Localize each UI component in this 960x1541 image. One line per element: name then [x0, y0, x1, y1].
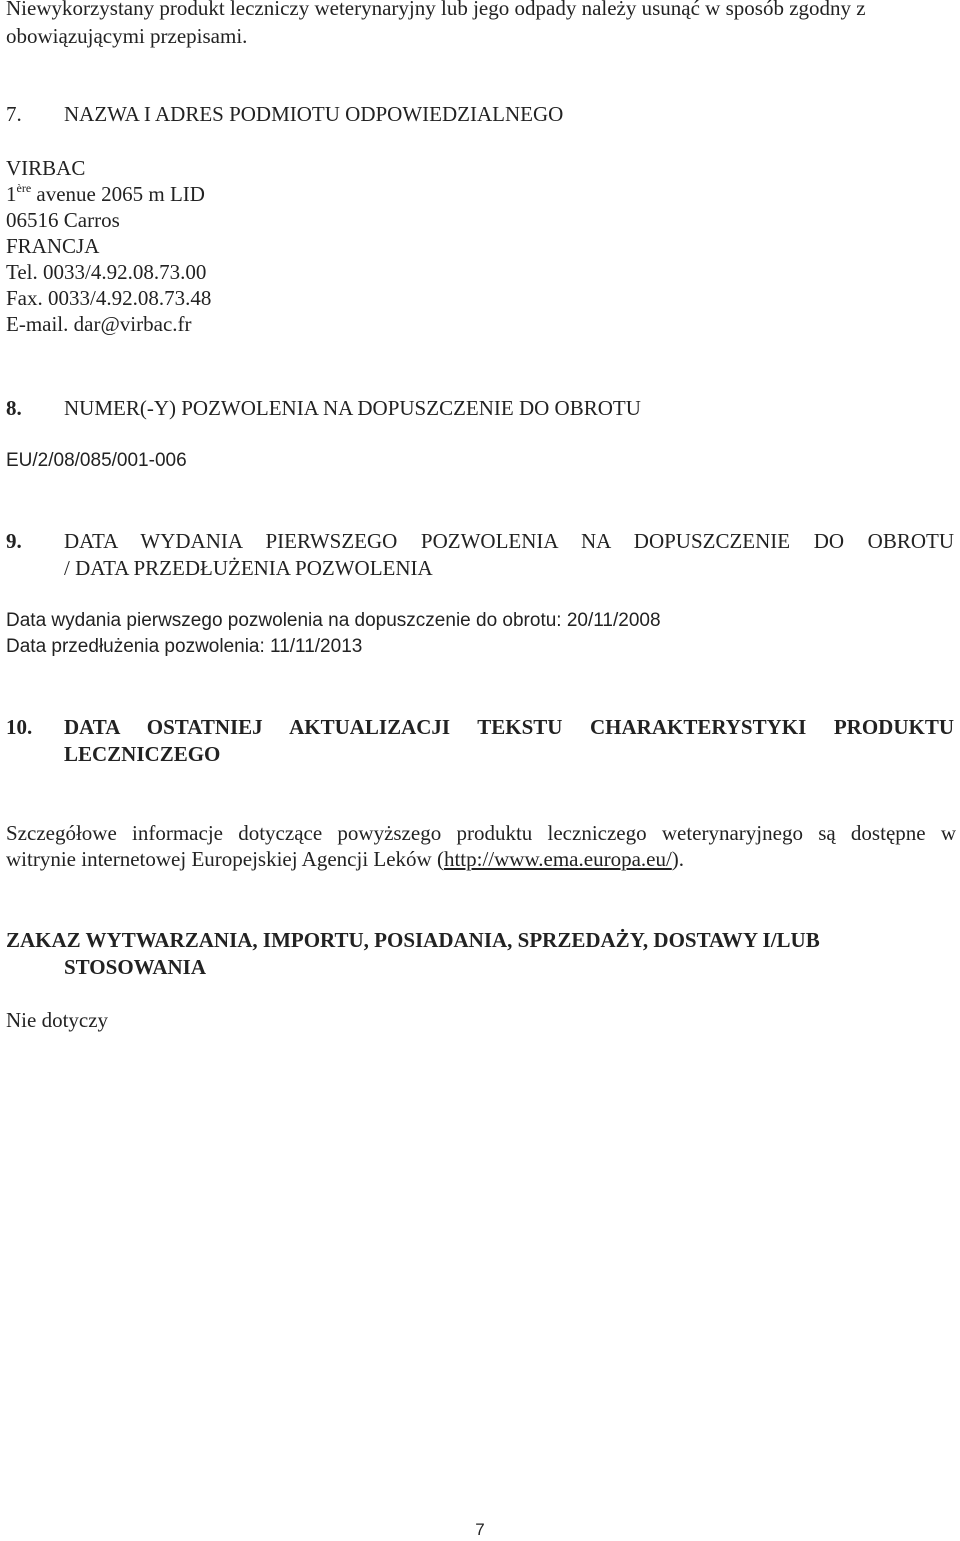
- address-superscript: ère: [16, 181, 32, 195]
- section-10-title-line-2: LECZNICZEGO: [64, 742, 221, 766]
- address-street-rest: avenue 2065 m LID: [31, 182, 205, 206]
- first-authorisation-date: Data wydania pierwszego pozwolenia na dopuszczenie do obrotu: 20/11/2008: [6, 610, 661, 631]
- section-7-title: NAZWA I ADRES PODMIOTU ODPOWIEDZIALNEGO: [64, 102, 564, 126]
- address-street: [6, 181, 205, 207]
- authorisation-number: EU/2/08/085/001-006: [6, 450, 187, 471]
- disposal-text-line-2: obowiązującymi przepisami.: [6, 24, 248, 48]
- renewal-date: Data przedłużenia pozwolenia: 11/11/2013: [6, 636, 363, 657]
- info-text-line-1: Szczegółowe informacje dotyczące powyższego produktu leczniczego weterynaryjnego są dostępne w: [6, 821, 956, 845]
- section-8-title: NUMER(-Y) POZWOLENIA NA DOPUSZCZENIE DO OBROTU: [64, 396, 641, 420]
- contact-email: E-mail. dar@virbac.fr: [6, 312, 192, 336]
- section-10-title-line-1: DATA OSTATNIEJ AKTUALIZACJI TEKSTU CHARAKTERYSTYKI PRODUKTU: [64, 715, 954, 739]
- prohibition-title-line-1: ZAKAZ WYTWARZANIA, IMPORTU, POSIADANIA, SPRZEDAŻY, DOSTAWY I/LUB: [6, 928, 820, 952]
- section-7-number: 7.: [6, 102, 22, 126]
- section-8-number: 8.: [6, 396, 22, 420]
- disposal-text-line-1: Niewykorzystany produkt leczniczy weterynaryjny lub jego odpady należy usunąć w sposób zgodny z: [6, 0, 866, 20]
- address-country: FRANCJA: [6, 234, 100, 258]
- address-postal-city: 06516 Carros: [6, 208, 120, 232]
- contact-tel: Tel. 0033/4.92.08.73.00: [6, 260, 207, 284]
- section-9-title-line-1: DATA WYDANIA PIERWSZEGO POZWOLENIA NA DOPUSZCZENIE DO OBROTU: [64, 529, 954, 553]
- section-9-number: 9.: [6, 529, 22, 553]
- page-number: 7: [475, 1520, 485, 1539]
- ema-website-link[interactable]: http://www.ema.europa.eu/: [443, 847, 672, 871]
- prohibition-heading: [6, 927, 956, 981]
- address-number: 1: [6, 182, 17, 206]
- contact-fax: Fax. 0033/4.92.08.73.48: [6, 286, 212, 310]
- section-9-heading: [6, 528, 956, 582]
- section-9-title-line-2: / DATA PRZEDŁUŻENIA POZWOLENIA: [64, 556, 433, 580]
- company-name: VIRBAC: [6, 156, 86, 180]
- section-10-number: 10.: [6, 715, 33, 739]
- prohibition-value: Nie dotyczy: [6, 1008, 109, 1032]
- info-text-pre: witrynie internetowej Europejskiej Agencji Leków (: [6, 847, 444, 871]
- prohibition-title-line-2: STOSOWANIA: [64, 955, 206, 979]
- info-text-line-2: [6, 846, 684, 872]
- info-text-post: ).: [671, 847, 685, 871]
- section-10-heading: [6, 714, 956, 768]
